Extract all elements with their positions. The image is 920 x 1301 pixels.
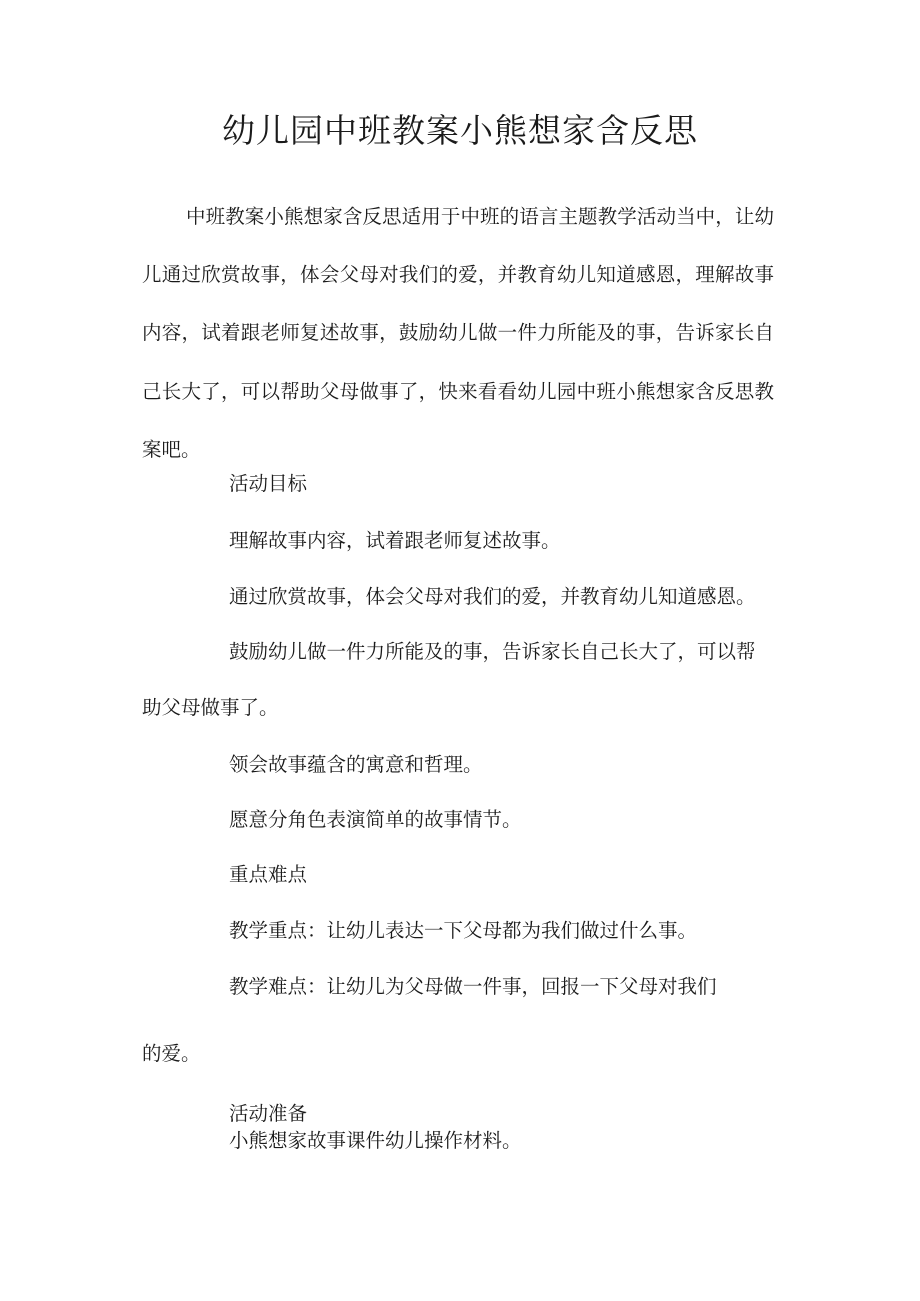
intro-paragraph: 中班教案小熊想家含反思适用于中班的语言主题教学活动当中，让幼儿通过欣赏故事，体会父母对我们的爱，并教育幼儿知道感恩，理解故事内容，试着跟老师复述故事，鼓励幼儿做一件力所能及的事，告诉家长自己长大了，可以帮助父母做事了，快来看看幼儿园中班小熊想家含反思教案吧。 — [142, 205, 774, 461]
goals-heading: 活动目标 — [229, 472, 308, 495]
difficult-point-line-2: 的爱。 — [142, 1042, 201, 1065]
goal-item-3-line-1: 鼓励幼儿做一件力所能及的事，告诉家长自己长大了，可以帮 — [229, 640, 756, 663]
goal-item-1: 理解故事内容，试着跟老师复述故事。 — [229, 529, 561, 552]
difficult-point-line-1: 教学难点：让幼儿为父母做一件事，回报一下父母对我们 — [229, 975, 717, 998]
preparation-heading: 活动准备 — [229, 1102, 308, 1125]
goal-item-4: 领会故事蕴含的寓意和哲理。 — [229, 753, 483, 776]
goal-item-5: 愿意分角色表演简单的故事情节。 — [229, 808, 522, 831]
document-title: 幼儿园中班教案小熊想家含反思 — [222, 111, 698, 150]
preparation-materials: 小熊想家故事课件幼儿操作材料。 — [229, 1129, 522, 1152]
goal-item-3-line-2: 助父母做事了。 — [142, 696, 279, 719]
key-points-heading: 重点难点 — [229, 863, 308, 886]
goal-item-2: 通过欣赏故事，体会父母对我们的爱，并教育幼儿知道感恩。 — [229, 585, 756, 608]
key-point-item: 教学重点：让幼儿表达一下父母都为我们做过什么事。 — [229, 919, 698, 942]
